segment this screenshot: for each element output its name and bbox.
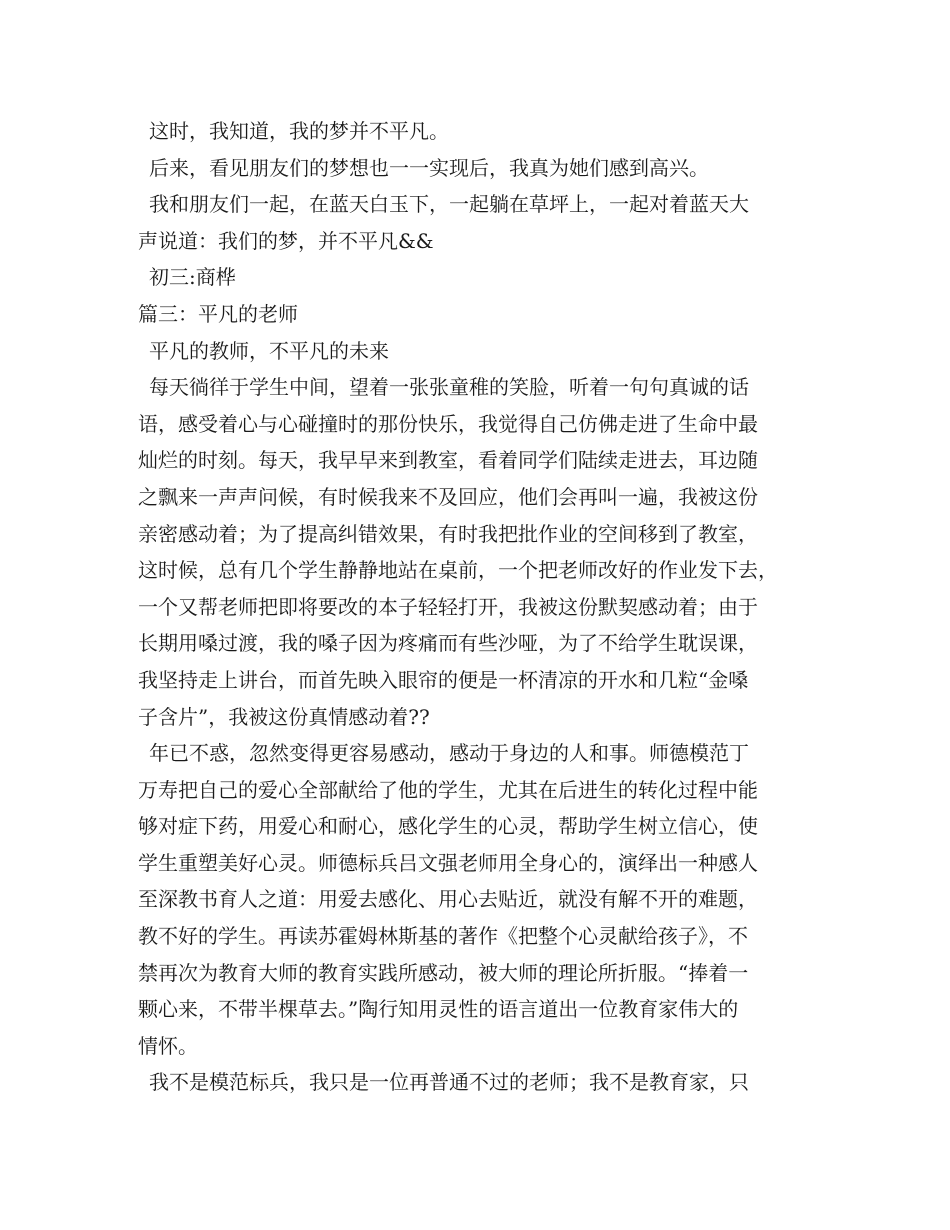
- text-line: 初三:商桦: [149, 265, 236, 290]
- text-line: 长期用嗓过渡，我的嗓子因为疼痛而有些沙哑，为了不给学生耽误课，: [138, 631, 758, 656]
- text-line: 之飘来一声声问候，有时候我来不及回应，他们会再叫一遍，我被这份: [138, 484, 758, 509]
- text-line: 亲密感动着；为了提高纠错效果，有时我把批作业的空间移到了教室，: [138, 521, 758, 546]
- text-line: 万寿把自己的爱心全部献给了他的学生，尤其在后进生的转化过程中能: [138, 777, 758, 802]
- text-line: 我和朋友们一起，在蓝天白玉下，一起躺在草坪上，一起对着蓝天大: [149, 192, 749, 217]
- text-line: 这时候，总有几个学生静静地站在桌前，一个把老师改好的作业发下去，: [138, 558, 778, 583]
- text-line: 后来，看见朋友们的梦想也一一实现后，我真为她们感到高兴。: [149, 155, 709, 180]
- text-line: 子含片”，我被这份真情感动着??: [138, 704, 430, 729]
- text-line: 我坚持走上讲台，而首先映入眼帘的便是一杯清凉的开水和几粒“金嗓: [138, 667, 749, 692]
- text-line: 学生重塑美好心灵。师德标兵吕文强老师用全身心的，演绎出一种感人: [138, 850, 758, 875]
- text-line: 一个又帮老师把即将要改的本子轻轻打开，我被这份默契感动着；由于: [138, 594, 758, 619]
- text-line: 篇三：平凡的老师: [138, 301, 298, 326]
- text-line: 年已不惑，忽然变得更容易感动，感动于身边的人和事。师德模范丁: [149, 741, 749, 766]
- text-line: 够对症下药，用爱心和耐心，感化学生的心灵，帮助学生树立信心，使: [138, 814, 758, 839]
- text-line: 情怀。: [138, 1033, 198, 1058]
- text-line: 至深教书育人之道：用爱去感化、用心去贴近，就没有解不开的难题，: [138, 887, 758, 912]
- text-line: 颗心来，不带半棵草去。”陶行知用灵性的语言道出一位教育家伟大的: [138, 997, 739, 1022]
- document-body: [138, 113, 818, 1101]
- text-line: 禁再次为教育大师的教育实践所感动，被大师的理论所折服。“捧着一: [138, 960, 749, 985]
- text-line: 我不是模范标兵，我只是一位再普通不过的老师；我不是教育家，只: [149, 1070, 749, 1095]
- text-line: 这时，我知道，我的梦并不平凡。: [149, 119, 449, 143]
- text-line: 语，感受着心与心碰撞时的那份快乐，我觉得自己仿佛走进了生命中最: [138, 411, 758, 436]
- text-line: 教不好的学生。再读苏霍姆林斯基的著作《把整个心灵献给孩子》，不: [138, 924, 748, 949]
- text-line: 平凡的教师，不平凡的未来: [149, 338, 389, 363]
- text-line: 每天徜徉于学生中间，望着一张张童稚的笑脸，听着一句句真诚的话: [149, 375, 749, 400]
- text-line: 灿烂的时刻。每天，我早早来到教室，看着同学们陆续走进去，耳边随: [138, 448, 758, 473]
- text-line: 声说道：我们的梦，并不平凡&&: [138, 228, 434, 253]
